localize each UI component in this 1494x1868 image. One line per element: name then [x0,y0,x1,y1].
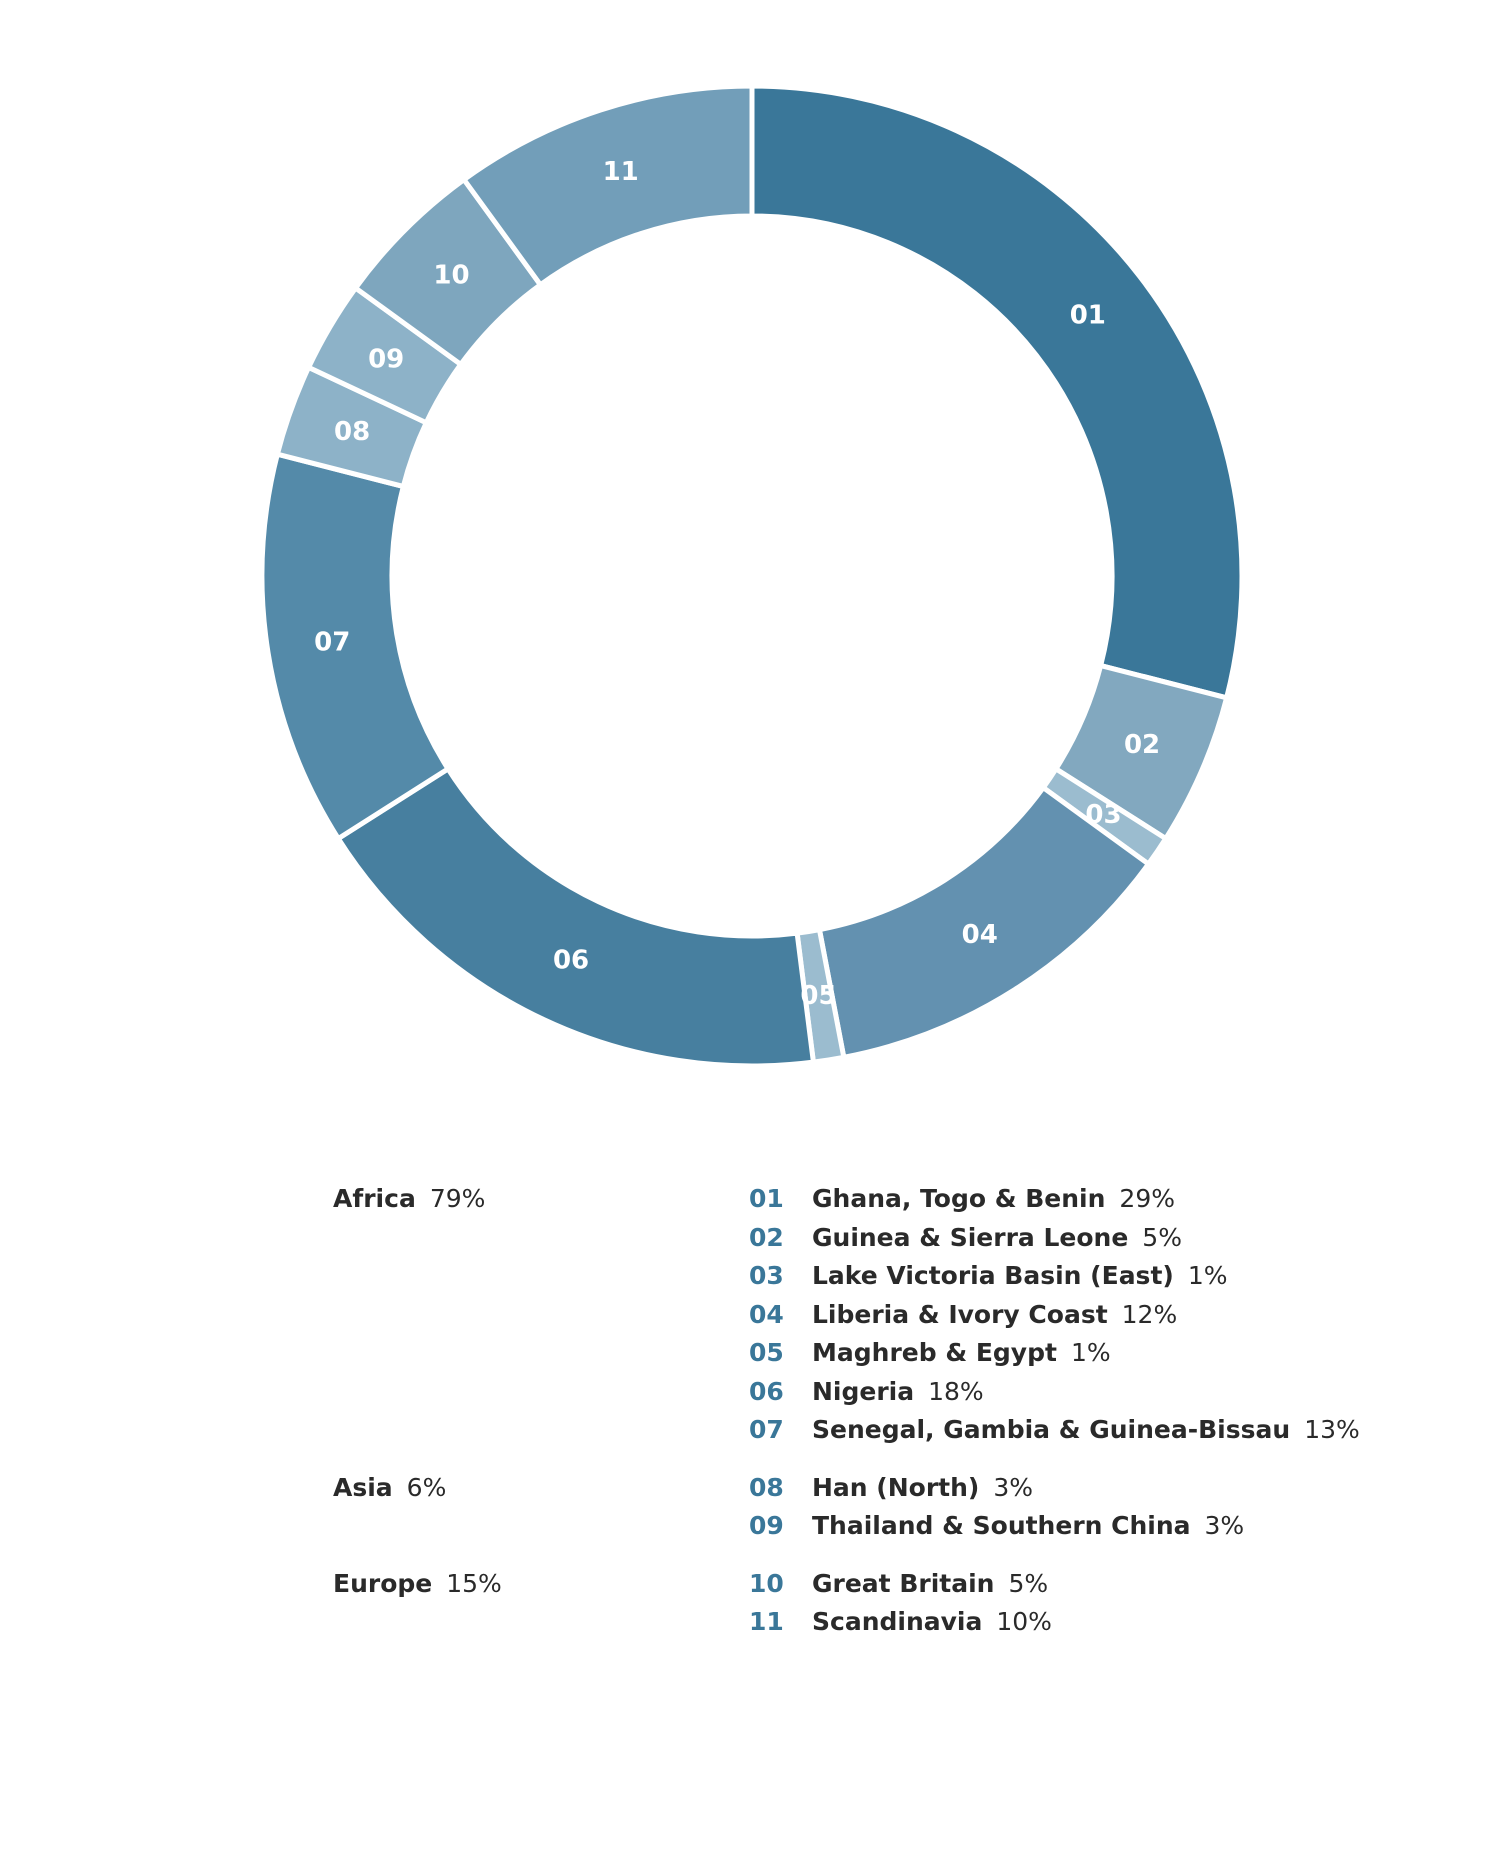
legend-item-10 [749,1565,1494,1604]
legend-item-name: Ghana, Togo & Benin [812,1184,1106,1213]
legend-region-percent: 79% [429,1184,486,1213]
donut-slice-06 [338,769,813,1066]
legend-item-percent: 29% [1119,1184,1175,1213]
donut-slice-label-07: 07 [314,627,351,658]
legend-item-percent: 12% [1121,1299,1178,1329]
legend-item-name: Guinea & Sierra Leone [812,1222,1129,1252]
donut-slice-07 [262,454,448,838]
legend-region-percent: 15% [446,1568,502,1598]
donut-slice-01 [752,86,1242,698]
donut-slice-label-04: 04 [961,919,998,950]
legend-item-code: 05 [749,1338,784,1367]
legend-item-03 [749,1257,1494,1296]
legend-item-name: Great Britain [812,1568,995,1598]
donut-slice-label-10: 10 [433,260,470,291]
donut-slices [262,86,1242,1066]
legend-region [333,1180,485,1219]
legend-item-04 [749,1296,1494,1335]
legend-item-05 [749,1334,1494,1373]
donut-slice-label-08: 08 [334,417,371,448]
legend-group-europe [0,1565,1494,1642]
legend-item-code: 10 [749,1568,784,1598]
legend [0,1180,1494,1642]
legend-item-06 [749,1373,1494,1412]
legend-item-code: 09 [749,1511,784,1540]
legend-item-11 [749,1603,1494,1642]
legend-group-asia [0,1469,1494,1546]
donut-slice-label-06: 06 [552,945,590,976]
legend-item-percent: 3% [1204,1511,1245,1540]
donut-slice-label-02: 02 [1123,729,1161,760]
legend-item-percent: 1% [1187,1261,1228,1290]
donut-slice-label-03: 03 [1085,799,1122,830]
legend-item-percent: 5% [1008,1568,1049,1598]
donut-slice-label-09: 09 [368,344,405,375]
legend-item-name: Han (North) [812,1472,980,1502]
donut-slice-label-11: 11 [602,156,639,187]
legend-item-code: 04 [749,1299,784,1329]
legend-item-name: Maghreb & Egypt [812,1338,1057,1367]
legend-item-name: Senegal, Gambia & Guinea-Bissau [812,1415,1291,1444]
legend-item-code: 07 [749,1415,784,1444]
legend-item-code: 08 [749,1472,784,1502]
donut-slice-label-05: 05 [800,980,837,1011]
legend-item-name: Nigeria [812,1376,915,1406]
legend-item-percent: 10% [996,1607,1052,1636]
legend-item-code: 02 [749,1222,784,1252]
legend-region-percent: 6% [406,1472,447,1502]
legend-item-code: 03 [749,1261,784,1290]
legend-item-percent: 13% [1304,1415,1360,1444]
donut-slice-label-01: 01 [1069,300,1106,331]
legend-region-name: Africa [333,1184,416,1213]
legend-item-name: Thailand & Southern China [812,1511,1191,1540]
legend-item-07 [749,1411,1494,1450]
legend-item-08 [749,1469,1494,1508]
legend-item-code: 11 [749,1607,784,1636]
legend-item-percent: 3% [993,1472,1033,1502]
legend-item-name: Scandinavia [812,1607,983,1636]
legend-item-name: Liberia & Ivory Coast [812,1299,1108,1329]
legend-region [333,1469,446,1508]
legend-item-percent: 5% [1142,1222,1182,1252]
legend-item-09 [749,1507,1494,1546]
legend-region-name: Asia [333,1472,393,1502]
legend-item-02 [749,1219,1494,1258]
legend-group-africa [0,1180,1494,1450]
legend-region-name: Europe [333,1568,433,1598]
legend-item-name: Lake Victoria Basin (East) [812,1261,1174,1290]
legend-region [333,1565,502,1604]
legend-item-code: 06 [749,1376,784,1406]
legend-item-percent: 1% [1070,1338,1111,1367]
legend-item-01 [749,1180,1494,1219]
legend-item-code: 01 [749,1184,784,1213]
legend-item-percent: 18% [928,1376,984,1406]
